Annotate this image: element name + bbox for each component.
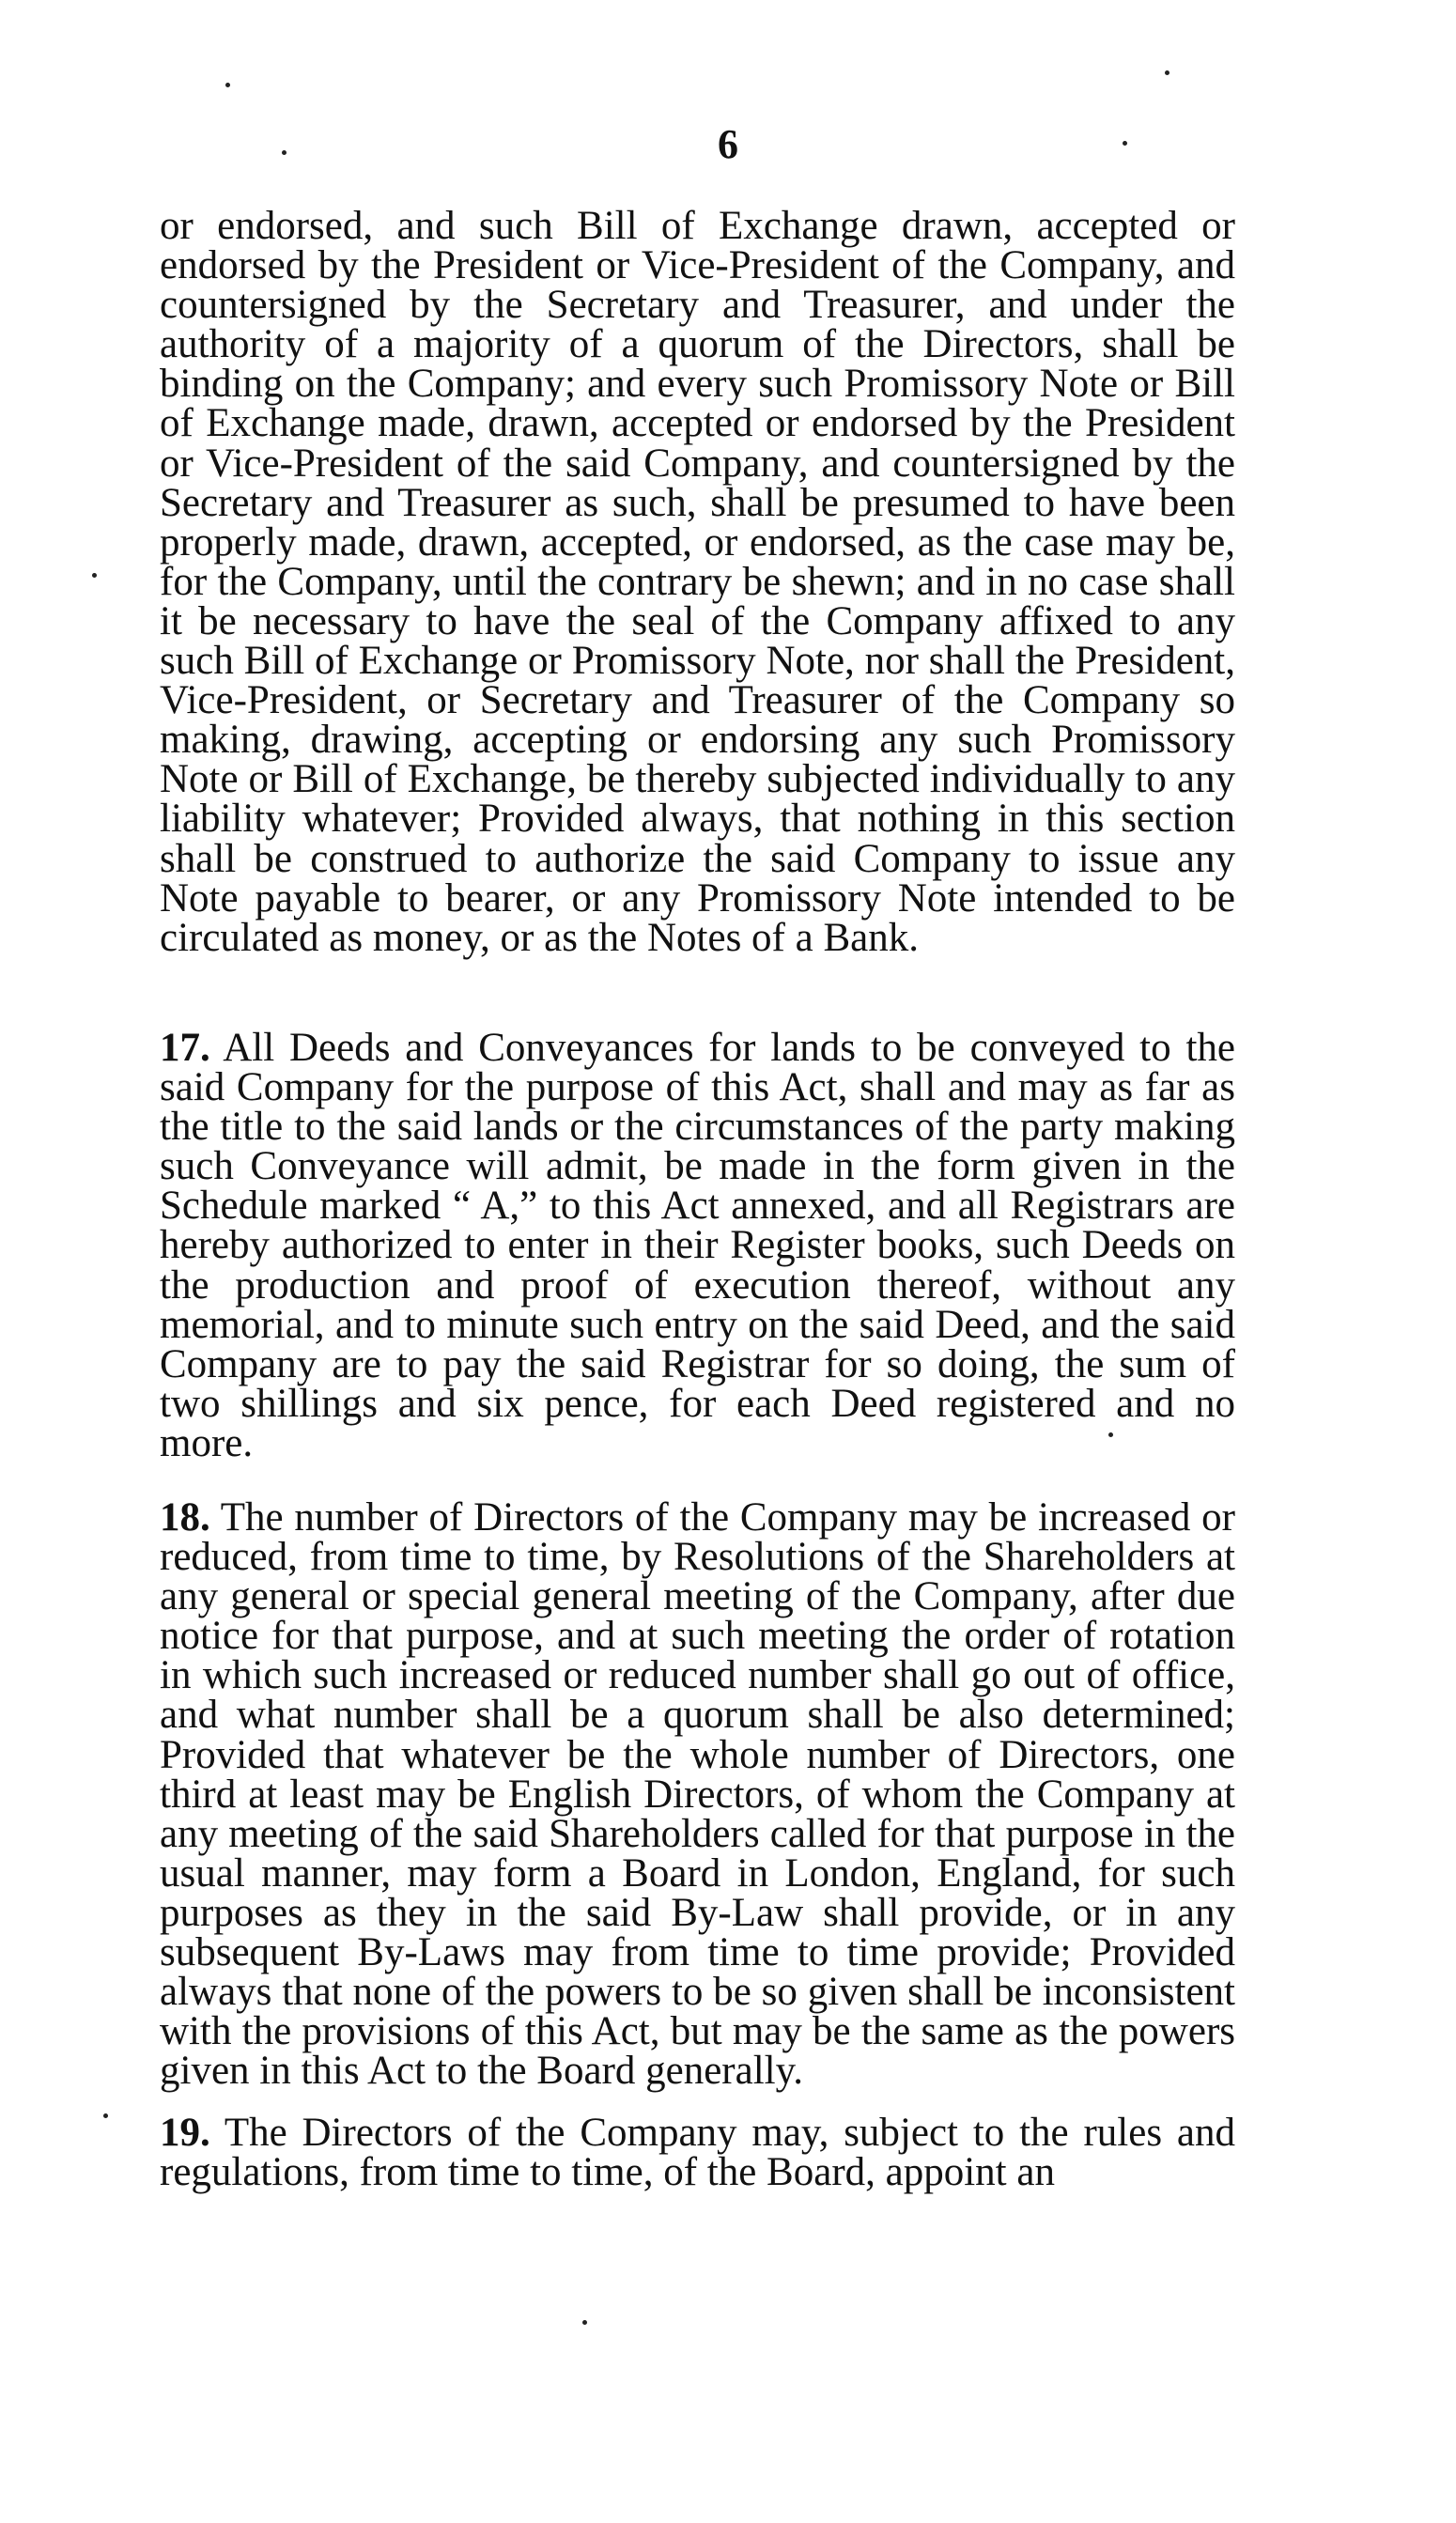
scan-speck bbox=[282, 150, 287, 155]
scan-speck bbox=[1123, 141, 1127, 146]
scan-speck bbox=[582, 2320, 587, 2325]
paragraph-text: The Directors of the Company may, subject to the rules and regulations, from time to time, of the Board, appoint an bbox=[160, 2111, 1235, 2195]
paragraph-section-17 bbox=[160, 1026, 1235, 1465]
section-number: 18. bbox=[160, 1495, 210, 1540]
paragraph-text: The number of Directors of the Company may be increased or reduced, from time to time, by Resolutions of the Shareholders at any general or special general meeting of the Company, after due notice for that purpose, and at such meeting the order of rotation in which such increased or reduced number shall go out of office, and what number shall be a quorum shall be also determined; Provided that whatever be the whole number of Directors, one third at least may be English Directors, of whom the Company at any meeting of the said Shareholders called for that purpose in the usual manner, may form a Board in London, England, for such purposes as they in the said By-Law shall provide, or in any subsequent By-Laws may from time to time provide; Provided always that none of the powers to be so given shall be inconsistent with the provisions of this Act, but may be the same as the powers given in this Act to the Board generally. bbox=[160, 1495, 1235, 2094]
paragraph-continuation bbox=[160, 204, 1235, 960]
page-number: 6 bbox=[718, 121, 738, 167]
section-number: 19. bbox=[160, 2111, 210, 2155]
paragraph-text: or endorsed, and such Bill of Exchange drawn, accepted or endorsed by the President or Vice-President of the Company, and countersigned by the Secretary and Treasurer, and under the authority of a majority of a quorum of the Directors, shall be binding on the Company; and every such Promissory Note or Bill of Exchange made, drawn, accepted or endorsed by the President or Vice-President of the said Company, and countersigned by the Secretary and Treasurer as such, shall be presumed to have been properly made, drawn, accepted, or endorsed, as the case may be, for the Company, until the contrary be shewn; and in no case shall it be necessary to have the seal of the Company affixed to any such Bill of Exchange or Promissory Note, nor shall the President, Vice-President, or Secretary and Treasurer of the Company so making, drawing, accepting or endorsing any such Promissory Note or Bill of Exchange, be thereby subjected individually to any liability whatever; Provided always, that nothing in this section shall be construed to authorize the said Company to issue any Note payable to bearer, or any Promissory Note intended to be circulated as money, or as the Notes of a Bank. bbox=[160, 204, 1235, 960]
section-number: 17. bbox=[160, 1026, 210, 1070]
scan-speck bbox=[103, 2113, 108, 2118]
paragraph-text: All Deeds and Conveyances for lands to be conveyed to the said Company for the purpose of this Act, shall and may as far as the title to the said lands or the circumstances of the party making such Conveyance will admit, be made in the form given in the Schedule marked “ A,” to this Act annexed, and all Registrars are hereby authorized to enter in their Register books, such Deeds on the production and proof of execution thereof, without any memorial, and to minute such entry on the said Deed, and the said Company are to pay the said Registrar for so doing, the sum of two shillings and six pence, for each Deed registered and no more. bbox=[160, 1026, 1235, 1465]
scan-speck bbox=[92, 573, 97, 578]
paragraph-section-19 bbox=[160, 2111, 1235, 2195]
paragraph-section-18 bbox=[160, 1495, 1235, 2094]
scan-speck bbox=[225, 83, 230, 87]
scan-speck bbox=[1108, 1432, 1113, 1437]
scan-speck bbox=[1165, 70, 1169, 75]
